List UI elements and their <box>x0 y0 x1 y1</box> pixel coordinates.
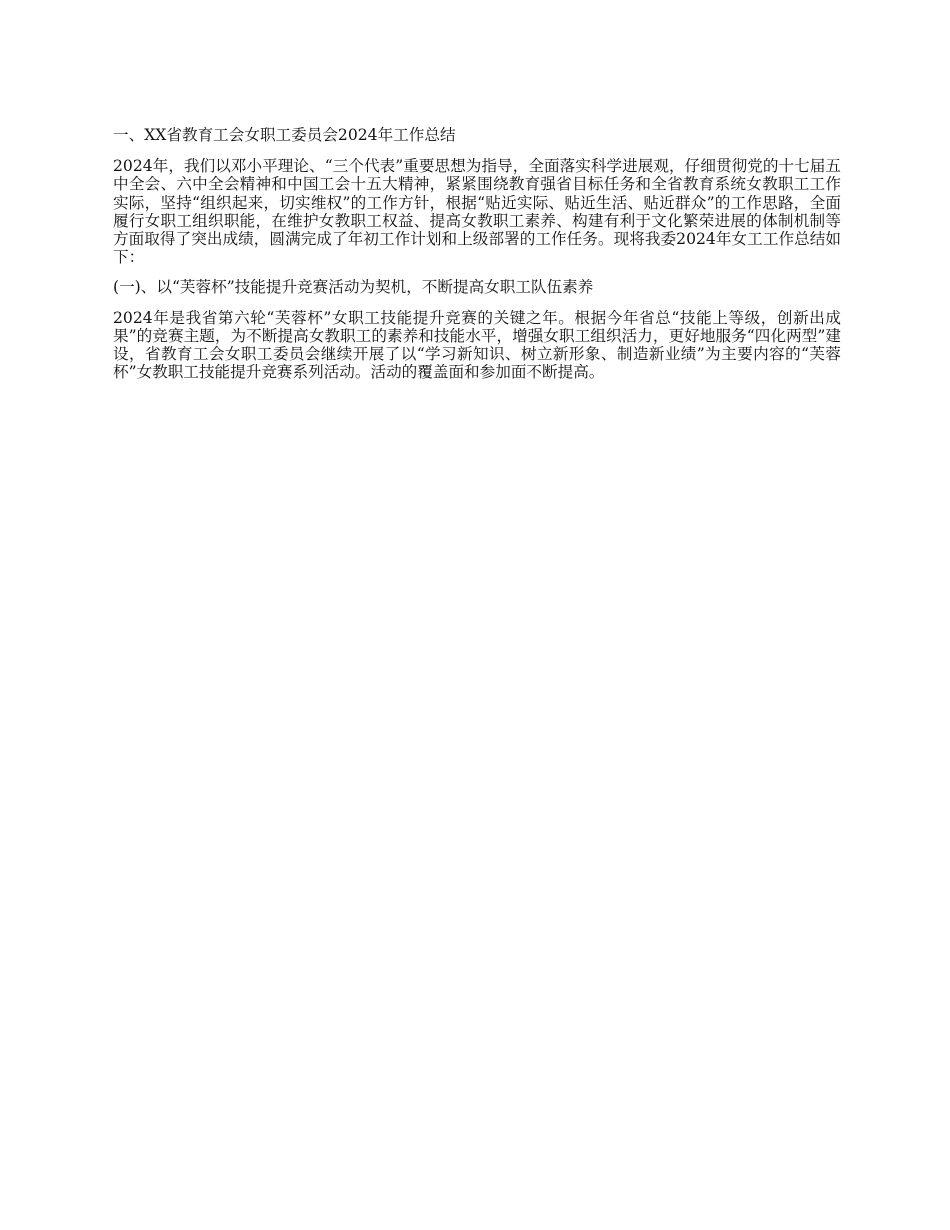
document-page <box>113 126 841 393</box>
document-title: 一、XX省教育工会女职工委员会2024年工作总结 <box>113 126 456 144</box>
paragraph-intro: 2024年，我们以邓小平理论、“三个代表”重要思想为指导，全面落实科学进展观，仔细贯彻党的十七届五中全会、六中全会精神和中国工会十五大精神，紧紧围绕教育强省目标任务和全省教育系统女教职工工作实际，坚持“组织起来，切实维权”的工作方针，根据“贴近实际、贴近生活、贴近群众”的工作思路，全面履行女职工组织职能，在维护女教职工权益、提高女教职工素养、构建有利于文化繁荣进展的体制机制等方面取得了突出成绩，圆满完成了年初工作计划和上级部署的工作任务。现将我委2024年女工工作总结如下： <box>113 157 841 267</box>
paragraph-section-1: 2024年是我省第六轮“芙蓉杯”女职工技能提升竞赛的关键之年。根据今年省总“技能上等级，创新出成果”的竞赛主题，为不断提高女教职工的素养和技能水平，增强女职工组织活力，更好地服务“四化两型”建设，省教育工会女职工委员会继续开展了以“学习新知识、树立新形象、制造新业绩”为主要内容的“芙蓉杯”女教职工技能提升竞赛系列活动。活动的覆盖面和参加面不断提高。 <box>113 308 841 382</box>
section-heading-1: (一)、以“芙蓉杯”技能提升竞赛活动为契机，不断提高女职工队伍素养 <box>113 278 594 297</box>
